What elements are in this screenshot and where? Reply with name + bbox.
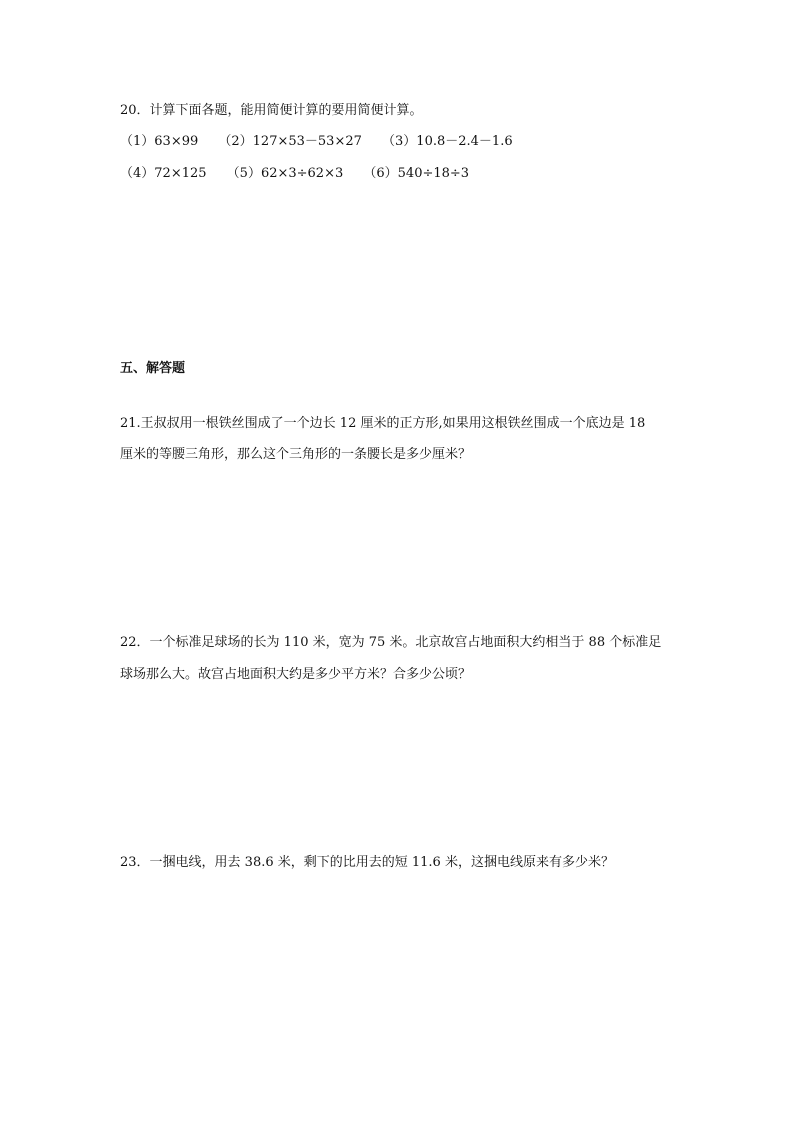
q20-item-5: （5）62×3÷62×3 [226,166,344,181]
question-21-line-2: 厘米的等腰三角形，那么这个三角形的一条腰长是多少厘米？ [120,447,472,462]
question-23-line-1: 23．一捆电线，用去 38.6 米，剩下的比用去的短 11.6 米，这捆电线原来有多少米？ [120,855,614,870]
q20-item-6: （6）540÷18÷3 [363,166,470,181]
question-20-row-1 [120,134,529,150]
q20-item-2: （2）127×53－53×27 [218,134,362,149]
q20-item-4: （4）72×125 [120,166,207,181]
section-5-heading: 五、解答题 [120,361,186,376]
question-20-title: 20．计算下面各题，能用简便计算的要用简便计算。 [120,103,423,118]
question-22-line-2: 球场那么大。故宫占地面积大约是多少平方米？合多少公顷？ [120,667,472,682]
q20-item-1: （1）63×99 [120,134,199,149]
question-21-line-1: 21.王叔叔用一根铁丝围成了一个边长 12 厘米的正方形,如果用这根铁丝围成一个底边是 18 [120,416,646,431]
question-20-row-2 [120,166,485,182]
question-22-line-1: 22．一个标准足球场的长为 110 米，宽为 75 米。北京故宫占地面积大约相当于 88 个标准足 [120,635,662,650]
q20-item-3: （3）10.8－2.4－1.6 [382,134,513,149]
